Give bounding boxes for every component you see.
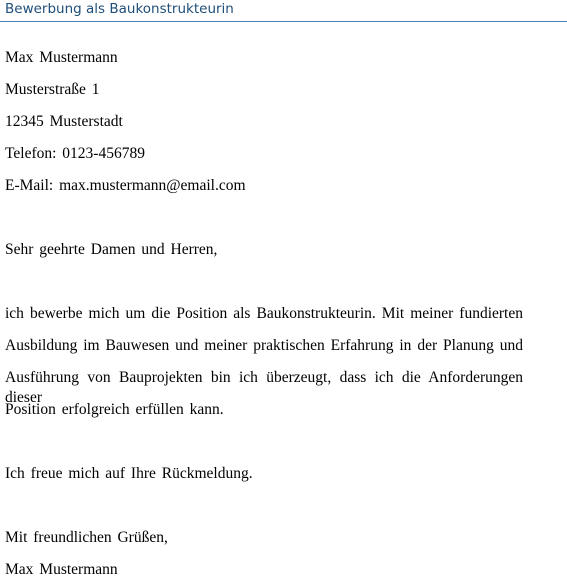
- sender-city: 12345 Musterstadt: [5, 113, 123, 130]
- document-header: [0, 0, 567, 22]
- salutation: Sehr geehrte Damen und Herren,: [5, 241, 218, 258]
- body-line: Ausführung von Bauprojekten bin ich überzeugt, dass ich die Anforderungen dieser: [5, 369, 523, 406]
- sender-email: E-Mail: max.mustermann@email.com: [5, 177, 246, 194]
- sender-street: Musterstraße 1: [5, 81, 100, 98]
- body-line: ich bewerbe mich um die Position als Baukonstrukteurin. Mit meiner fundierten: [5, 305, 523, 322]
- document-title: Bewerbung als Baukonstrukteurin: [5, 1, 234, 17]
- sender-name: Max Mustermann: [5, 49, 118, 66]
- body-line: Position erfolgreich erfüllen kann.: [5, 401, 224, 418]
- signature-name: Max Mustermann: [5, 561, 118, 578]
- body-line: Ausbildung im Bauwesen und meiner praktischen Erfahrung in der Planung und: [5, 337, 523, 354]
- sender-phone: Telefon: 0123-456789: [5, 145, 145, 162]
- closing-sentence: Ich freue mich auf Ihre Rückmeldung.: [5, 465, 253, 482]
- sign-off: Mit freundlichen Grüßen,: [5, 529, 168, 546]
